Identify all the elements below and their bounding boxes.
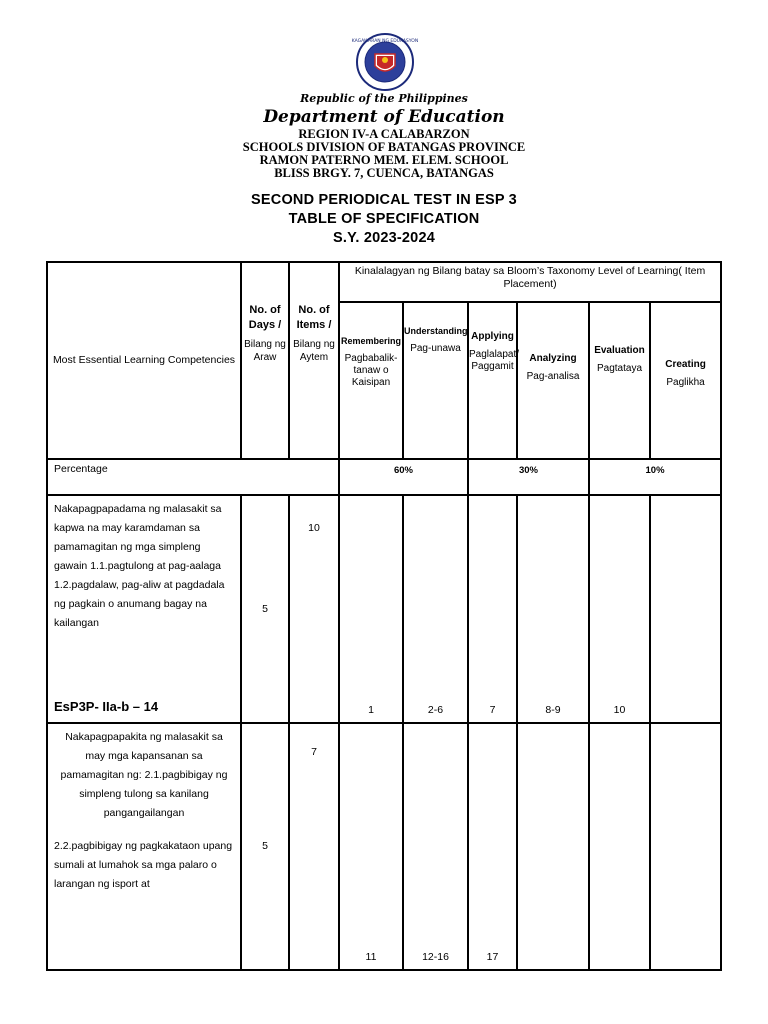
items-cell: 7 (289, 723, 339, 970)
applying-cell: 17 (468, 723, 517, 970)
department-line: Department of Education (263, 107, 505, 127)
percentage-60: 60% (339, 459, 468, 495)
school-line: RAMON PATERNO MEM. ELEM. SCHOOL (259, 153, 509, 167)
understanding-cell: 12-16 (403, 723, 468, 970)
days-cell: 5 (241, 495, 289, 723)
level-applying: Applying Paglalapat/ Paggamit (468, 302, 517, 459)
table-row (47, 495, 721, 723)
analyzing-cell (517, 723, 589, 970)
level-analyzing: Analyzing Pag-analisa (517, 302, 589, 459)
level-evaluation: Evaluation Pagtataya (589, 302, 650, 459)
level-understanding: Understanding Pag-unawa (403, 302, 468, 459)
level-remembering: Remembering Pagbabalik-tanaw o Kaisipan (339, 302, 403, 459)
test-title: SECOND PERIODICAL TEST IN ESP 3 (251, 192, 517, 208)
table-row (47, 723, 721, 970)
competency-code: EsP3P- IIa-b – 14 (54, 699, 159, 714)
items-cell: 10 (289, 495, 339, 723)
remembering-cell: 1 (339, 495, 403, 723)
seal-text: KAGAWARAN NG EDUKASYON (351, 39, 419, 44)
creating-cell (650, 495, 721, 723)
days-cell: 5 (241, 723, 289, 970)
understanding-cell: 2-6 (403, 495, 468, 723)
competencies-header: Most Essential Learning Competencies (47, 262, 241, 459)
tos-title: TABLE OF SPECIFICATION (288, 211, 480, 227)
level-creating: Creating Paglikha (650, 302, 721, 459)
bloom-header: Kinalalagyan ng Bilang batay sa Bloom’s Taxonomy Level of Learning( Item Placement) (339, 262, 721, 302)
division-line: SCHOOLS DIVISION OF BATANGAS PROVINCE (242, 140, 526, 154)
address-line: BLISS BRGY. 7, CUENCA, BATANGAS (274, 166, 494, 180)
percentage-10: 10% (589, 459, 721, 495)
school-year: S.Y. 2023-2024 (333, 230, 435, 246)
analyzing-cell: 8-9 (517, 495, 589, 723)
evaluation-cell: 10 (589, 495, 650, 723)
days-header: No. of Days / Bilang ng Araw (241, 262, 289, 459)
specification-table (46, 261, 722, 971)
percentage-30: 30% (468, 459, 589, 495)
creating-cell (650, 723, 721, 970)
republic-line: Republic of the Philippines (300, 92, 468, 105)
remembering-cell: 11 (339, 723, 403, 970)
competency-cell: Nakapagpapakita ng malasakit sa may mga kapansanan sa pamamagitan ng: 2.1.pagbibigay ng simpleng tulong sa kanilang pangangailangan 2.2.pagbibigay ng pagkakataon upang sumali at lumahok sa mga palaro o larangan ng isport at (47, 723, 241, 970)
evaluation-cell (589, 723, 650, 970)
deped-seal-logo (348, 32, 422, 92)
region-line: REGION IV-A CALABARZON (298, 127, 470, 141)
percentage-label: Percentage (47, 459, 339, 495)
competency-cell: Nakapagpapadama ng malasakit sa kapwa na may karamdaman sa pamamagitan ng mga simpleng gawain 1.1.pagtulong at pag-aalaga 1.2.pagdalaw, pag-aliw at pagdadala ng pagkain o anumang bagay na kailangan EsP3P- IIa-b – 14 (47, 495, 241, 723)
items-header: No. of Items / Bilang ng Aytem (289, 262, 339, 459)
applying-cell: 7 (468, 495, 517, 723)
